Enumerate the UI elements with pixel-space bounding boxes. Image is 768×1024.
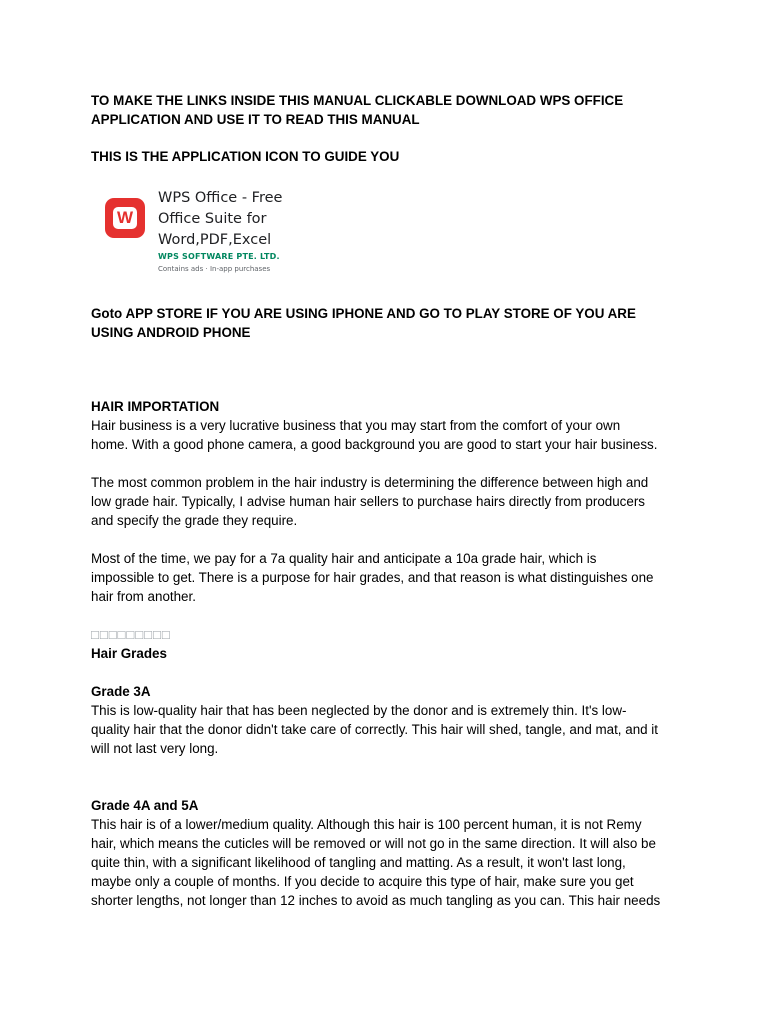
app-meta: Contains ads · In-app purchases (158, 265, 271, 273)
grade-3a-line-2: quality hair that the donor didn't take care of correctly. This hair will shed, tangle, and mat, and it (91, 722, 659, 737)
intro-paragraph-3-line-1: Most of the time, we pay for a 7a quality hair and anticipate a 10a grade hair, which is (91, 551, 597, 566)
intro-paragraph-3-line-2: impossible to get. There is a purpose for hair grades, and that reason is what distinguishes one (91, 570, 654, 585)
placeholder-glyphs: □□□□□□□□□ (91, 627, 171, 642)
grade-4a-5a-line-1: This hair is of a lower/medium quality. Although this hair is 100 percent human, it is not Remy (91, 817, 642, 832)
store-notice-line-1: Goto APP STORE IF YOU ARE USING IPHONE AND GO TO PLAY STORE OF YOU ARE (91, 306, 636, 321)
intro-paragraph-1-line-1: Hair business is a very lucrative business that you may start from the comfort of your own (91, 418, 621, 433)
grade-4a-5a-line-5: shorter lengths, not longer than 12 inches to avoid as much tangling as you can. This hair needs (91, 893, 661, 908)
app-title (158, 188, 308, 251)
intro-paragraph-2-line-3: and specify the grade they require. (91, 513, 298, 528)
wps-office-app-icon (105, 198, 145, 238)
grade-4a-5a-line-4: maybe only a couple of months. If you decide to acquire this type of hair, make sure you get (91, 874, 634, 889)
app-title-line-1: WPS Office - Free (158, 190, 283, 206)
app-developer: WPS SOFTWARE PTE. LTD. (158, 252, 280, 261)
grade-3a-title: Grade 3A (91, 684, 151, 699)
intro-paragraph-3-line-3: hair from another. (91, 589, 196, 604)
app-title-line-3: Word,PDF,Excel (158, 232, 272, 248)
intro-paragraph-1-line-2: home. With a good phone camera, a good background you are good to start your hair business. (91, 437, 658, 452)
grade-4a-5a-title: Grade 4A and 5A (91, 798, 199, 813)
grade-4a-5a-line-2: hair, which means the cuticles will be removed or will not go in the same direction. It will also be (91, 836, 656, 851)
store-notice-line-2: USING ANDROID PHONE (91, 325, 251, 340)
section-heading-hair-importation: HAIR IMPORTATION (91, 399, 220, 414)
intro-paragraph-2-line-1: The most common problem in the hair industry is determining the difference between high and (91, 475, 649, 490)
grade-3a-line-1: This is low-quality hair that has been neglected by the donor and is extremely thin. It's low- (91, 703, 627, 718)
section-heading-hair-grades: Hair Grades (91, 646, 167, 661)
app-title-line-2: Office Suite for (158, 211, 267, 227)
notice-line-2: APPLICATION AND USE IT TO READ THIS MANUAL (91, 112, 420, 127)
document-page (91, 91, 691, 910)
wps-w-logo-icon: W (113, 207, 137, 229)
wps-app-card-image (91, 184, 313, 288)
icon-guide-text: THIS IS THE APPLICATION ICON TO GUIDE YOU (91, 149, 400, 164)
grade-4a-5a-line-3: quite thin, with a significant likelihood of tangling and matting. As a result, it won't last long, (91, 855, 626, 870)
notice-line-1: TO MAKE THE LINKS INSIDE THIS MANUAL CLICKABLE DOWNLOAD WPS OFFICE (91, 93, 624, 108)
intro-paragraph-2-line-2: low grade hair. Typically, I advise human hair sellers to purchase hairs directly from producers (91, 494, 645, 509)
grade-3a-line-3: will not last very long. (91, 741, 219, 756)
